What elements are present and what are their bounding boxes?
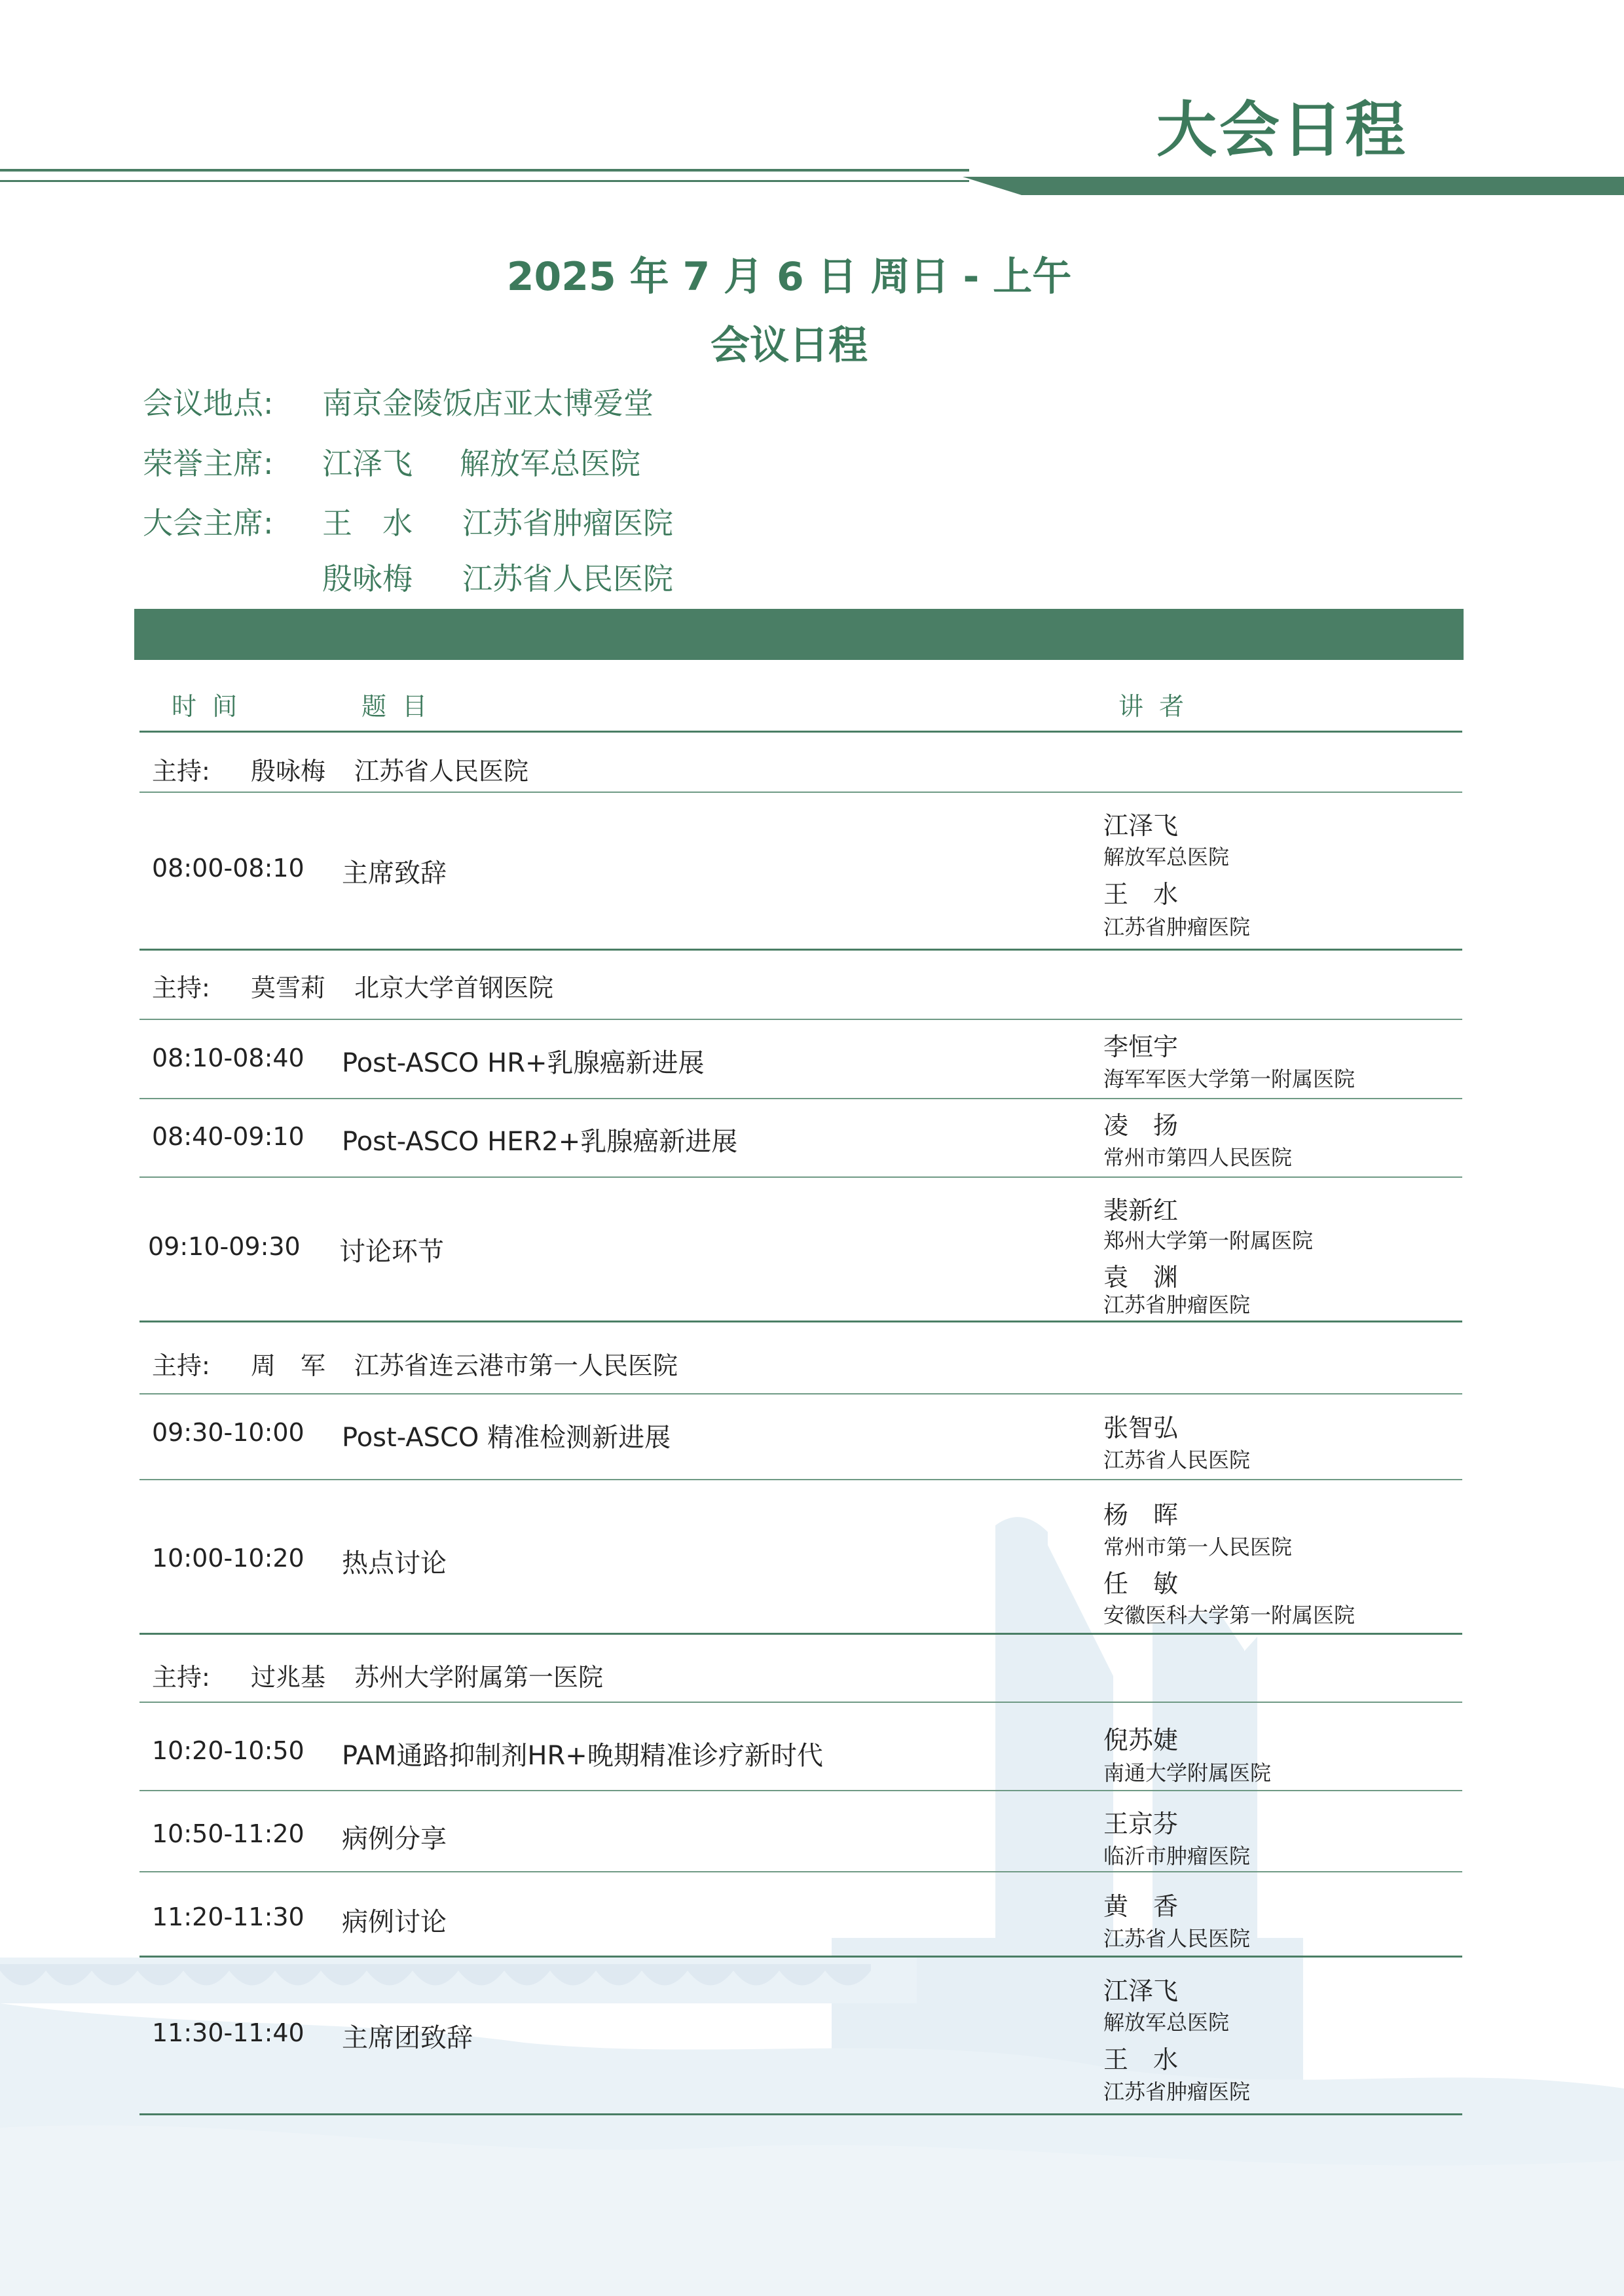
speaker-name: 李恒宇 [1103,1032,1179,1061]
venue-value: 南京金陵饭店亚太博爱堂 [322,386,654,421]
host-institution: 苏州大学附属第一医院 [354,1663,604,1692]
session-topic: Post-ASCO 精准检测新进展 [342,1423,671,1453]
venue-label: 会议地点: [143,386,274,421]
heading-divider [0,167,1624,200]
row-divider [139,1019,1462,1020]
section-divider [139,1956,1462,1958]
host-label: 主持: [152,974,210,1002]
section-divider [139,1321,1462,1322]
section-divider [139,1633,1462,1635]
session-topic: 讨论环节 [339,1237,444,1267]
session-topic: 病例讨论 [342,1907,447,1937]
host-institution: 江苏省连云港市第一人民医院 [354,1351,678,1380]
speaker-name: 倪苏婕 [1103,1726,1179,1755]
speaker-institution: 海军军医大学第一附属医院 [1103,1066,1356,1091]
table-bottom-rule [139,2113,1462,2115]
speaker-name: 张智弘 [1103,1413,1179,1442]
session-time: 09:10-09:30 [148,1232,301,1261]
speaker-institution: 江苏省肿瘤医院 [1103,1292,1251,1317]
row-divider [139,1790,1462,1791]
session-time: 11:30-11:40 [152,2018,304,2047]
speaker-institution: 南通大学附属医院 [1103,1760,1272,1785]
date-title: 2025 年 7 月 6 日 周日 - 上午 [506,254,1072,300]
column-header-speaker: 讲 者 [1118,692,1189,721]
congress-chair-2-institution: 江苏省人民医院 [462,561,673,596]
host-name: 殷咏梅 [251,757,326,786]
speaker-name: 王 水 [1103,880,1179,909]
host-institution: 北京大学首钢医院 [354,974,554,1002]
honorary-chair-institution: 解放军总医院 [460,446,640,481]
column-header-time: 时 间 [172,692,242,721]
host-institution: 江苏省人民医院 [354,757,529,786]
speaker-name: 裴新红 [1103,1196,1179,1225]
row-divider [139,1098,1462,1099]
speaker-name: 王京芬 [1103,1810,1179,1838]
row-divider [139,1702,1462,1703]
host-name: 莫雪莉 [251,974,326,1002]
table-banner [134,609,1464,660]
congress-chair-2-name: 殷咏梅 [322,561,413,596]
session-topic: PAM通路抑制剂HR+晚期精准诊疗新时代 [342,1741,823,1771]
session-time: 10:00-10:20 [152,1544,304,1573]
honorary-chair-label: 荣誉主席: [143,446,274,481]
section-divider [139,949,1462,951]
row-divider [139,1176,1462,1178]
speaker-name: 袁 渊 [1103,1263,1179,1292]
session-topic: 病例分享 [342,1824,447,1854]
session-topic: 主席团致辞 [342,2023,473,2053]
session-time: 11:20-11:30 [152,1903,304,1931]
speaker-institution: 江苏省人民医院 [1103,1448,1251,1472]
speaker-name: 杨 晖 [1103,1501,1179,1529]
column-header-topic: 题 目 [361,692,432,721]
session-topic: Post-ASCO HR+乳腺癌新进展 [342,1048,705,1078]
speaker-institution: 江苏省肿瘤医院 [1103,915,1251,939]
session-time: 10:50-11:20 [152,1819,304,1848]
host-label: 主持: [152,1663,210,1692]
speaker-institution: 解放军总医院 [1103,2010,1230,2035]
session-time: 10:20-10:50 [152,1736,304,1765]
session-time: 08:10-08:40 [152,1044,304,1072]
session-topic: 主席致辞 [342,858,447,888]
speaker-name: 江泽飞 [1103,1977,1179,2005]
congress-chair-1-institution: 江苏省肿瘤医院 [462,505,673,541]
speaker-institution: 解放军总医院 [1103,845,1230,869]
host-name: 周 军 [251,1351,326,1380]
congress-chair-label: 大会主席: [143,505,274,541]
host-name: 过兆基 [251,1663,326,1692]
speaker-name: 王 水 [1103,2045,1179,2074]
row-divider [139,1479,1462,1480]
row-divider [139,1871,1462,1872]
page-heading: 大会日程 [1156,95,1408,165]
speaker-institution: 安徽医科大学第一附属医院 [1103,1603,1356,1628]
table-header-rule [139,731,1462,733]
speaker-institution: 临沂市肿瘤医院 [1103,1844,1251,1868]
speaker-institution: 郑州大学第一附属医院 [1103,1228,1314,1253]
session-time: 08:00-08:10 [152,854,304,883]
honorary-chair-name: 江泽飞 [322,446,413,481]
row-divider [139,792,1462,793]
host-label: 主持: [152,757,210,786]
speaker-institution: 江苏省肿瘤医院 [1103,2079,1251,2104]
speaker-name: 江泽飞 [1103,811,1179,840]
row-divider [139,1393,1462,1394]
sub-title: 会议日程 [710,323,868,369]
session-time: 09:30-10:00 [152,1418,304,1447]
speaker-institution: 常州市第一人民医院 [1103,1535,1293,1559]
speaker-name: 任 敏 [1103,1569,1179,1598]
host-label: 主持: [152,1351,210,1380]
congress-chair-1-name: 王 水 [322,505,413,541]
speaker-name: 凌 扬 [1103,1111,1179,1140]
speaker-institution: 江苏省人民医院 [1103,1926,1251,1951]
session-time: 08:40-09:10 [152,1122,304,1151]
session-topic: 热点讨论 [342,1548,447,1578]
speaker-name: 黄 香 [1103,1892,1179,1921]
speaker-institution: 常州市第四人民医院 [1103,1145,1293,1170]
session-topic: Post-ASCO HER2+乳腺癌新进展 [342,1127,738,1157]
